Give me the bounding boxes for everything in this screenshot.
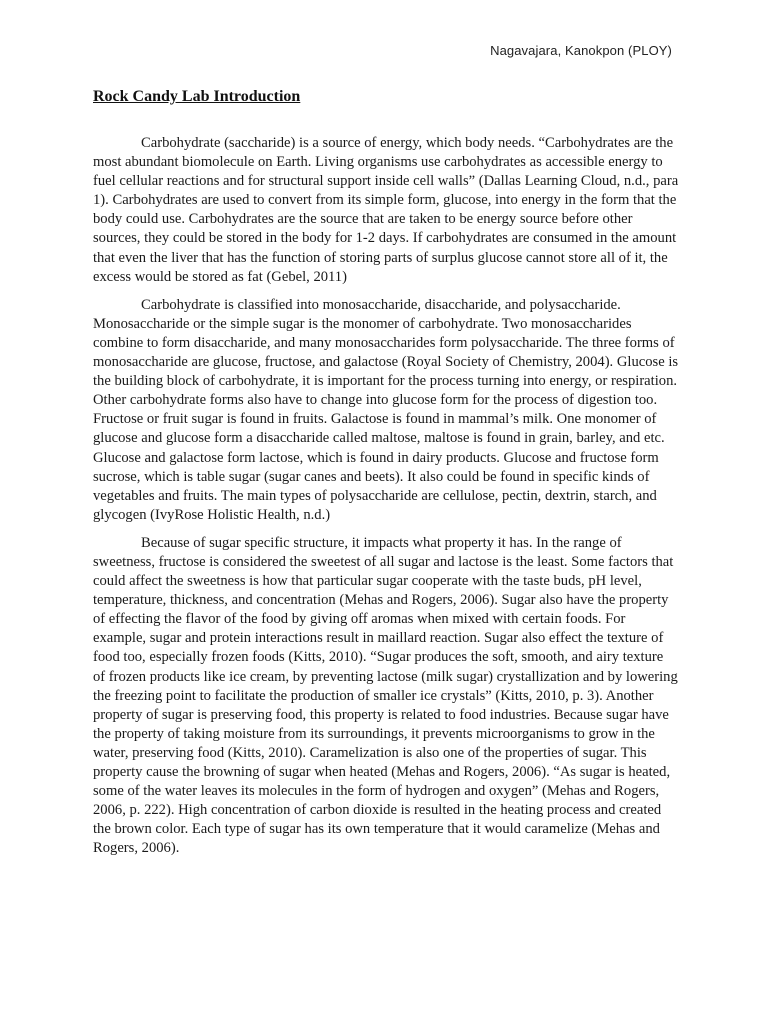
paragraph: Because of sugar specific structure, it impacts what property it has. In the range of sweetness, fructose is considered the sweetest of all sugar and lactose is the least. Some factors that could affect the sweetness is how that particular sugar cooperate with the taste buds, pH level, temperature, thickness, and concentration (Mehas and Rogers, 2006). Sugar also have the property of effecting the flavor of the food by giving off aromas when mixed with certain foods. For example, sugar and protein interactions result in maillard reaction. Sugar also effect the texture of food too, especially frozen foods (Kitts, 2010). “Sugar produces the soft, smooth, and airy texture of frozen products like ice cream, by preventing lactose (milk sugar) crystallization and by lowering the freezing point to facilitate the production of smaller ice crystals” (Kitts, 2010, p. 3). Another property of sugar is preserving food, this property is related to food industries. Because sugar have the property of taking moisture from its surroundings, it prevents microorganisms to grow in the water, preserving food (Kitts, 2010). Caramelization is also one of the properties of sugar. This property cause the browning of sugar when heated (Mehas and Rogers, 2006). “As sugar is heated, some of the water leaves its molecules in the form of hydrogen and oxygen” (Mehas and Rogers, 2006, p. 222). High concentration of carbon dioxide is resulted in the heating process and created the brown color. Each type of sugar has its own temperature that it would caramelize (Mehas and Rogers, 2006).: [93, 534, 678, 857]
paragraph: Carbohydrate (saccharide) is a source of energy, which body needs. “Carbohydrates are the most abundant biomolecule on Earth. Living organisms use carbohydrates as accessible energy to fuel cellular reactions and for structural support inside cell walls” (Dallas Learning Cloud, n.d., para 1). Carbohydrates are used to convert from its simple form, glucose, into energy in the form that the body could use. Carbohydrates are the source that are taken to be energy source before other sources, they could be stored in the body for 1-2 days. If carbohydrates are consumed in the amount that even the liver that has the function of storing parts of surplus glucose cannot store all of it, the excess would be stored as fat (Gebel, 2011): [93, 135, 679, 285]
author-header: Nagavajara, Kanokpon (PLOY): [490, 43, 672, 58]
document-title: Rock Candy Lab Introduction: [93, 88, 301, 105]
document-body: [93, 134, 679, 867]
paragraph: Carbohydrate is classified into monosaccharide, disaccharide, and polysaccharide. Monosaccharide or the simple sugar is the monomer of carbohydrate. Two monosaccharides combine to form disaccharide, and many monosaccharides form polysaccharide. The three forms of monosaccharide are glucose, fructose, and galactose (Royal Society of Chemistry, 2004). Glucose is the building block of carbohydrate, it is important for the process turning into energy, or respiration. Other carbohydrate forms also have to change into glucose form for the process of digestion too. Fructose or fruit sugar is found in fruits. Galactose is found in mammal’s milk. One monomer of glucose and glucose form a disaccharide called maltose, maltose is found in grain, barley, and etc. Glucose and galactose form lactose, which is found in dairy products. Glucose and fructose form sucrose, which is table sugar (sugar canes and beets). It also could be found in specific kinds of vegetables and fruits. The main types of polysaccharide are cellulose, pectin, dextrin, starch, and glycogen (IvyRose Holistic Health, n.d.): [93, 296, 679, 523]
